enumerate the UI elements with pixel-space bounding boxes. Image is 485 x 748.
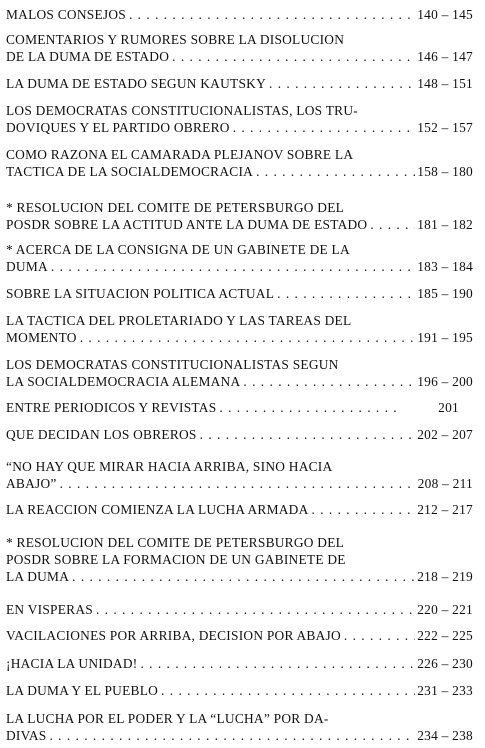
dot-leader (77, 329, 415, 346)
entry-title-line: POSDR SOBRE LA ACTITUD ANTE LA DUMA DE ESTADO (6, 217, 368, 232)
dot-leader (48, 258, 415, 275)
entry-title-line: COMENTARIOS Y RUMORES SOBRE LA DISOLUCION (6, 32, 345, 47)
entry-title-line: LA DUMA Y EL PUEBLO (6, 683, 159, 698)
entry-title-line: * ACERCA DE LA CONSIGNA DE UN GABINETE DE LA (6, 242, 350, 257)
page-range: 148 – 151 (417, 76, 473, 91)
entry-title-line: LA DUMA DE ESTADO SEGUN KAUTSKY (6, 76, 266, 91)
page-range: 152 – 157 (417, 120, 473, 135)
dot-leader (240, 373, 415, 390)
toc-entry (6, 426, 473, 443)
entry-title-line: MOMENTO (6, 330, 77, 345)
entry-title-line: LOS DEMOCRATAS CONSTITUCIONALISTAS SEGUN (6, 357, 339, 372)
page-range: 226 – 230 (417, 656, 473, 671)
dot-leader (137, 655, 415, 672)
entry-title-line: EN VISPERAS (6, 602, 93, 617)
entry-title-line: ENTRE PERIODICOS Y REVISTAS (6, 400, 217, 415)
dot-leader (158, 682, 415, 699)
entry-title-line: SOBRE LA SITUACION POLITICA ACTUAL (6, 286, 275, 301)
page-range: 183 – 184 (417, 259, 473, 274)
page-range: 146 – 147 (417, 49, 473, 64)
entry-title-line: DE LA DUMA DE ESTADO (6, 49, 170, 64)
page-range: 158 – 180 (417, 164, 473, 179)
entry-title-line: POSDR SOBRE LA FORMACION DE UN GABINETE DE (6, 552, 346, 567)
toc-entry (6, 627, 473, 644)
dot-leader (169, 48, 415, 65)
toc-entry (6, 31, 473, 65)
entry-title-line: LA LUCHA POR EL PODER Y LA “LUCHA” POR DA- (6, 711, 329, 726)
entry-title-line: * RESOLUCION DEL COMITE DE PETERSBURGO DEL (6, 535, 345, 550)
page-range: 231 – 233 (417, 683, 473, 698)
toc-entry (6, 655, 473, 672)
dot-leader (253, 163, 415, 180)
toc-entry (6, 146, 473, 180)
page-range: 220 – 221 (417, 602, 473, 617)
dot-leader (57, 475, 416, 492)
dot-leader (197, 426, 416, 443)
entry-title-line: ABAJO” (6, 476, 57, 491)
dot-leader (341, 627, 415, 644)
page-range: 140 – 145 (417, 7, 473, 22)
dot-leader (309, 501, 416, 518)
toc-entry (6, 501, 473, 518)
toc-entry (6, 241, 473, 275)
toc-entry (6, 534, 473, 585)
page-range: 208 – 211 (417, 476, 473, 491)
toc-entry (6, 285, 473, 302)
entry-title-line: * RESOLUCION DEL COMITE DE PETERSBURGO DEL (6, 200, 345, 215)
page-range: 201 (438, 400, 459, 415)
entry-title-line: LA DUMA (6, 569, 70, 584)
page-range: 234 – 238 (417, 728, 473, 743)
dot-leader (274, 285, 415, 302)
entry-title-line: TACTICA DE LA SOCIALDEMOCRACIA (6, 164, 254, 179)
entry-title-line: DUMA (6, 259, 48, 274)
entry-title-line: ¡HACIA LA UNIDAD! (6, 656, 138, 671)
toc-entry (6, 601, 473, 618)
dot-leader (69, 568, 415, 585)
toc-entry (6, 458, 473, 492)
entry-title-line: LA SOCIALDEMOCRACIA ALEMANA (6, 374, 241, 389)
entry-title-line: QUE DECIDAN LOS OBREROS (6, 427, 197, 442)
toc-entry (6, 199, 473, 233)
dot-leader (230, 119, 416, 136)
entry-title-line: LA TACTICA DEL PROLETARIADO Y LAS TAREAS DEL (6, 313, 352, 328)
dot-leader (46, 727, 415, 744)
toc-entry (6, 710, 473, 744)
page-range: 202 – 207 (417, 427, 473, 442)
dot-leader (126, 6, 415, 23)
entry-title-line: LA REACCION COMIENZA LA LUCHA ARMADA (6, 502, 309, 517)
toc-entry (6, 356, 473, 390)
page-range: 185 – 190 (417, 286, 473, 301)
toc-entry (6, 682, 473, 699)
entry-title-line: COMO RAZONA EL CAMARADA PLEJANOV SOBRE LA (6, 147, 354, 162)
page-range: 191 – 195 (417, 330, 473, 345)
entry-title-line: VACILACIONES POR ARRIBA, DECISION POR ABAJO (6, 628, 341, 643)
entry-title-line: MALOS CONSEJOS (6, 7, 126, 22)
entry-title-line: LOS DEMOCRATAS CONSTITUCIONALISTAS, LOS TRU- (6, 103, 358, 118)
dot-leader (216, 399, 398, 416)
page-range: 181 – 182 (417, 217, 473, 232)
toc-entry (6, 312, 473, 346)
page-range: 196 – 200 (417, 374, 473, 389)
dot-leader (266, 75, 415, 92)
toc-entry (6, 75, 473, 92)
page-range: 212 – 217 (417, 502, 473, 517)
entry-title-line: DIVAS (6, 728, 47, 743)
toc-entry (6, 6, 473, 23)
entry-title-line: DOVIQUES Y EL PARTIDO OBRERO (6, 120, 230, 135)
page-range: 222 – 225 (417, 628, 473, 643)
entry-title-line: “NO HAY QUE MIRAR HACIA ARRIBA, SINO HACIA (6, 459, 333, 474)
toc-entry (6, 102, 473, 136)
page-range: 218 – 219 (417, 569, 473, 584)
toc-entry (6, 399, 473, 416)
dot-leader (367, 216, 415, 233)
dot-leader (93, 601, 415, 618)
